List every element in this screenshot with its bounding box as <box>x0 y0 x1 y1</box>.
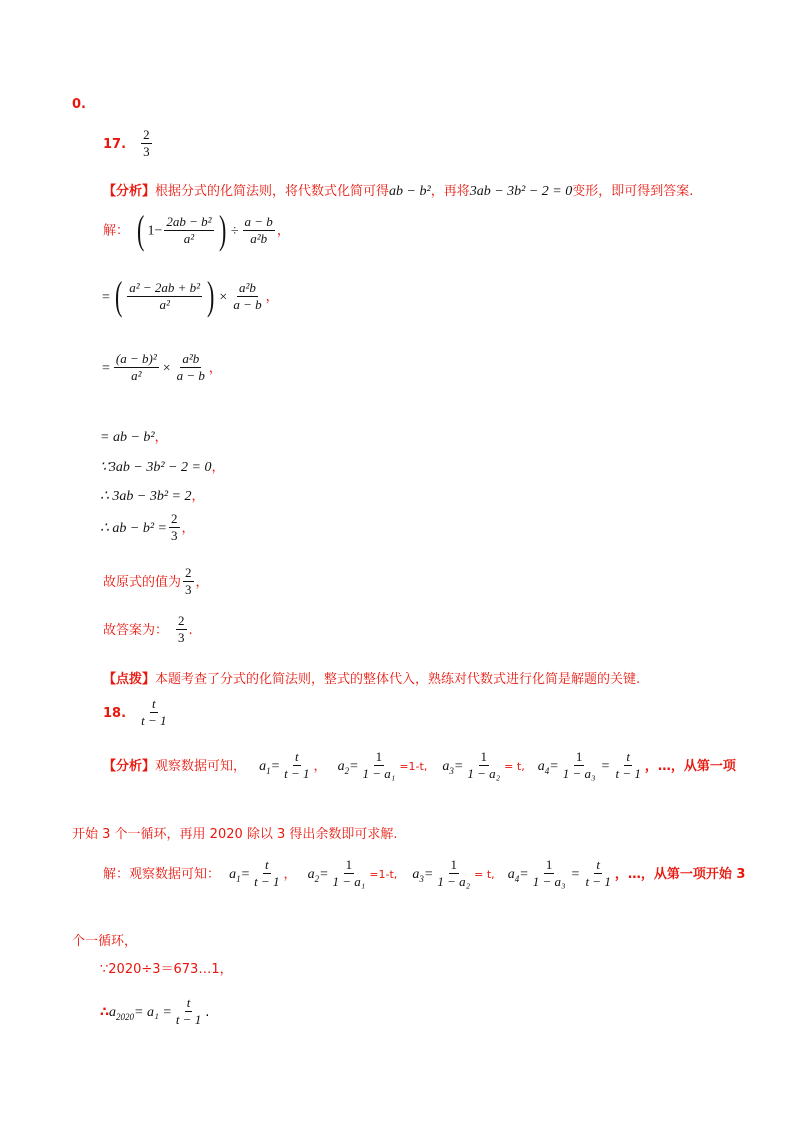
expr-condition: 3ab − 3b² − 2 = 0 <box>469 184 573 199</box>
original-value-fraction: $\frac{2}{3}$ <box>185 565 192 597</box>
q17-therefore-2: ∴ ab − b² = $\frac{2}{3}$ ， <box>100 511 195 543</box>
q18-answer-line <box>103 697 171 728</box>
q18-analysis: 【分析】观察数据可知， $a_1=$ $\frac{t}{t - 1}$ ， $a_2=$ $\frac{1}{\text{1 − a₁}}$ =1-t, $a_3=$ $\frac{1}{\text{1 − a₂}}$ = t, $a_4=$ $\frac{1}{\text{1 − a₃}}$ = $\frac{t}{t - 1}$ ，…，从第一项 <box>103 749 736 781</box>
step1-fraction: $\frac{\text{2ab − b²}}{\text{a²}}$ <box>166 213 212 246</box>
q17-step-1: 解： ( 1− $\frac{\text{2ab − b²}}{\text{a²}}$ ) ÷ $\frac{a - b}{\text{a²b}}$ ， <box>103 207 290 252</box>
q17-because: ∵3ab − 3b² − 2 = 0， <box>100 460 225 475</box>
q18-analysis-line2: 开始 3 个一循环，再用 2020 除以 3 得出余数即可求解. <box>72 827 398 842</box>
q17-step-3: = $\frac{\text{(a − b)²}}{\text{a²}}$ × $\frac{\text{a²b}}{a - b}$ ， <box>102 351 222 383</box>
expr-ab-b2: ab − b² <box>389 184 431 199</box>
step3-multiplier: $\frac{\text{a²b}}{a - b}$ <box>176 351 205 383</box>
q17-step-2: = ( $\frac{\text{a² − 2ab + b²}}{\text{a²}}$ ) × $\frac{\text{a²b}}{a - b}$ ， <box>102 273 279 318</box>
q17-answer-text: 故答案为： $\frac{2}{3}$ . <box>103 613 193 645</box>
therefore2-fraction: $\frac{2}{3}$ <box>171 511 178 543</box>
step2-fraction: $\frac{\text{a² − 2ab + b²}}{\text{a²}}$ <box>129 279 201 312</box>
q18-solution: 解：观察数据可知： $a_1=$ $\frac{t}{t - 1}$ ， $a_2=$ $\frac{1}{\text{1 − a₁}}$ =1-t, $a_3=$ $\frac{1}{\text{1 − a₂}}$ = t, $a_4=$ $\frac{1}{\text{1 − a₃}}$ = $\frac{t}{t - 1}$ ，…，从第一项开始 3 <box>103 857 746 889</box>
solution-label: 解： <box>103 223 130 239</box>
q17-number: 17. <box>103 137 127 152</box>
q17-answer-line <box>103 128 154 159</box>
tip-label: 【点拨】 <box>103 672 156 687</box>
top-zero: 0. <box>72 97 86 112</box>
q17-answer-fraction: $\frac{2}{3}$ <box>143 127 150 159</box>
q17-therefore-1: ∴ 3ab − 3b² = 2， <box>100 489 205 504</box>
analysis-label: 【分析】 <box>103 184 156 199</box>
q17-analysis: 【分析】根据分式的化简法则，将代数式化简可得ab − b²，再将3ab − 3b² − 2 = 0变形，即可得到答案. <box>103 184 694 199</box>
q18-division: ∵2020÷3＝673…1， <box>100 962 233 977</box>
step3-fraction: $\frac{\text{(a − b)²}}{\text{a²}}$ <box>115 351 157 383</box>
q18-number: 18. <box>103 706 127 721</box>
q17-original-value: 故原式的值为 $\frac{2}{3}$ ， <box>103 565 209 597</box>
q18-solution-line2: 个一循环， <box>72 934 138 949</box>
q17-step-4: = ab − b²， <box>100 430 168 445</box>
q18-analysis-label: 【分析】 <box>103 759 156 774</box>
step1-divisor: $\frac{a - b}{\text{a²b}}$ <box>244 213 273 246</box>
conclusion-fraction: $\frac{t}{t - 1}$ <box>175 995 202 1027</box>
q18-answer-fraction: $\frac{t}{t - 1}$ <box>141 696 167 728</box>
step2-multiplier: $\frac{\text{a²b}}{a - b}$ <box>233 279 262 312</box>
answer-fraction: $\frac{2}{3}$ <box>178 613 185 645</box>
q17-tip: 【点拨】本题考查了分式的化简法则，整式的整体代入，熟练对代数式进行化简是解题的关键. <box>103 672 641 687</box>
q18-conclusion: $\therefore a_{2020}= a_1$ = $\frac{t}{t - 1}$ . <box>100 995 210 1027</box>
